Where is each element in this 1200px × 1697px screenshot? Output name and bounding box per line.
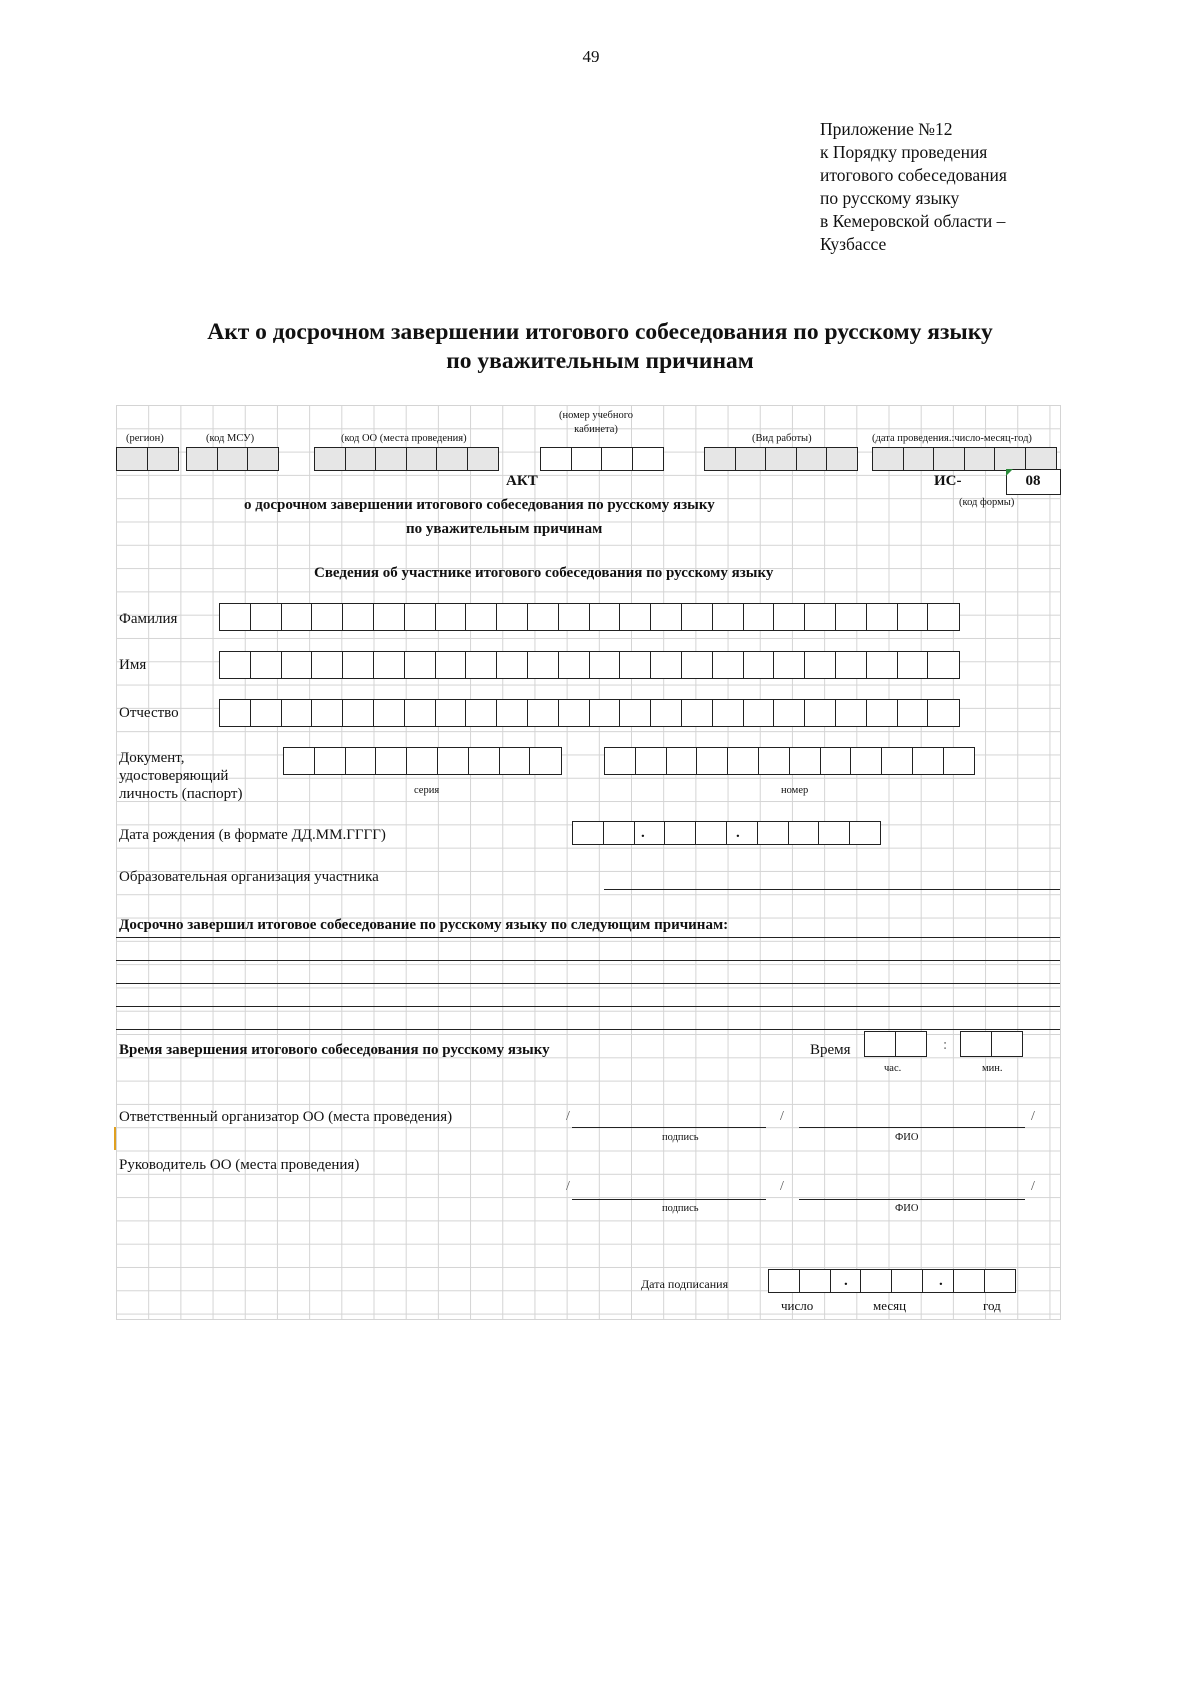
birth-date-label: Дата рождения (в формате ДД.ММ.ГГГГ) — [119, 827, 386, 843]
entry-box[interactable] — [589, 699, 621, 727]
entry-box[interactable] — [558, 699, 590, 727]
slash-separator: / — [1031, 1179, 1035, 1194]
entry-box[interactable] — [681, 699, 713, 727]
entry-box[interactable] — [743, 603, 775, 631]
code-box[interactable] — [704, 447, 736, 471]
entry-box[interactable] — [311, 603, 343, 631]
entry-box[interactable] — [250, 603, 282, 631]
entry-box[interactable] — [435, 699, 467, 727]
oo-caption: (код ОО (места проведения) — [341, 433, 467, 444]
form-is-08 — [116, 405, 1061, 1320]
entry-box[interactable] — [696, 747, 728, 775]
entry-box[interactable] — [943, 747, 975, 775]
entry-box[interactable] — [891, 1269, 923, 1293]
code-box[interactable] — [116, 447, 148, 471]
end-time-label: Время завершения итогового собеседования по русскому языку — [119, 1042, 550, 1058]
code-box[interactable] — [1025, 447, 1057, 471]
code-box[interactable] — [186, 447, 218, 471]
code-box[interactable] — [345, 447, 377, 471]
entry-box[interactable] — [804, 699, 836, 727]
slash-separator: / — [566, 1179, 570, 1194]
entry-box[interactable] — [465, 699, 497, 727]
code-box[interactable] — [436, 447, 468, 471]
entry-box[interactable] — [866, 603, 898, 631]
region-caption: (регион) — [126, 433, 164, 444]
entry-box[interactable] — [589, 651, 621, 679]
entry-box[interactable] — [804, 603, 836, 631]
entry-box[interactable] — [789, 747, 821, 775]
code-box[interactable] — [735, 447, 767, 471]
reason-line[interactable] — [116, 960, 1060, 961]
entry-box[interactable] — [342, 651, 374, 679]
head-label: Руководитель ОО (места проведения) — [119, 1157, 360, 1173]
entry-box[interactable] — [283, 747, 315, 775]
entry-box[interactable] — [373, 651, 405, 679]
entry-box[interactable] — [219, 699, 251, 727]
entry-box[interactable] — [603, 821, 635, 845]
entry-box[interactable] — [219, 603, 251, 631]
id-document-label-line: личность (паспорт) — [119, 786, 243, 802]
entry-box[interactable] — [619, 651, 651, 679]
entry-box[interactable] — [496, 603, 528, 631]
slash-separator: / — [566, 1109, 570, 1124]
entry-box[interactable] — [773, 603, 805, 631]
head-signature-line[interactable] — [572, 1199, 766, 1200]
entry-box[interactable] — [695, 821, 727, 845]
room-caption — [546, 409, 646, 437]
entry-box[interactable] — [897, 699, 929, 727]
code-box[interactable] — [147, 447, 179, 471]
code-box[interactable] — [994, 447, 1026, 471]
birth-date-boxes — [572, 821, 881, 845]
entry-box[interactable] — [435, 603, 467, 631]
entry-box[interactable] — [619, 699, 651, 727]
date-code-boxes — [872, 447, 1057, 471]
msu-code-boxes — [186, 447, 279, 471]
entry-box[interactable] — [375, 747, 407, 775]
entry-box[interactable] — [527, 651, 559, 679]
appendix-note — [820, 118, 1007, 256]
last-name-boxes — [219, 603, 960, 631]
code-box[interactable] — [933, 447, 965, 471]
organization-line[interactable] — [604, 889, 1060, 890]
minutes-caption: мин. — [982, 1063, 1003, 1074]
page-number: 49 — [582, 47, 600, 66]
entry-box[interactable] — [727, 747, 759, 775]
id-document-label-line: Документ, — [119, 750, 185, 766]
entry-box[interactable] — [435, 651, 467, 679]
entry-box[interactable] — [850, 747, 882, 775]
entry-box[interactable] — [529, 747, 561, 775]
entry-box[interactable] — [927, 699, 959, 727]
entry-box[interactable] — [527, 603, 559, 631]
entry-box[interactable] — [681, 603, 713, 631]
code-box[interactable] — [826, 447, 858, 471]
work-type-caption: (Вид работы) — [752, 433, 812, 444]
year-caption: год — [983, 1298, 1001, 1313]
entry-box[interactable] — [558, 603, 590, 631]
entry-box[interactable] — [373, 603, 405, 631]
form-title-line: по уважительным причинам — [406, 521, 603, 537]
entry-box[interactable] — [866, 699, 898, 727]
entry-box[interactable] — [496, 651, 528, 679]
entry-box[interactable] — [314, 747, 346, 775]
head-fio-line[interactable] — [799, 1199, 1025, 1200]
id-document-label-line: удостоверяющий — [119, 768, 229, 784]
day-caption: число — [781, 1298, 814, 1313]
id-document-label — [119, 749, 242, 803]
date-separator: . — [939, 1273, 943, 1289]
entry-box[interactable] — [897, 603, 929, 631]
appendix-line: Кузбассе — [820, 234, 887, 254]
entry-box[interactable] — [835, 603, 867, 631]
document-title-line: Акт о досрочном завершении итогового собеседования по русскому языку — [207, 319, 993, 345]
entry-box[interactable] — [499, 747, 531, 775]
entry-box[interactable] — [527, 699, 559, 727]
entry-box[interactable] — [866, 651, 898, 679]
entry-box[interactable] — [927, 651, 959, 679]
entry-box[interactable] — [619, 603, 651, 631]
first-name-boxes — [219, 651, 960, 679]
entry-box[interactable] — [726, 821, 758, 845]
entry-box[interactable] — [835, 699, 867, 727]
date-caption: (дата проведения.:число-месяц-год) — [872, 433, 1032, 444]
entry-box[interactable] — [991, 1031, 1023, 1057]
form-title-line: о досрочном завершении итогового собеседования по русскому языку — [244, 497, 715, 513]
code-box[interactable] — [964, 447, 996, 471]
entry-box[interactable] — [864, 1031, 896, 1057]
entry-box[interactable] — [496, 699, 528, 727]
code-box[interactable] — [467, 447, 499, 471]
entry-box[interactable] — [820, 747, 852, 775]
series-caption: серия — [414, 785, 440, 796]
entry-box[interactable] — [465, 651, 497, 679]
fio-caption: ФИО — [895, 1132, 919, 1143]
entry-box[interactable] — [773, 651, 805, 679]
entry-box[interactable] — [634, 821, 666, 845]
work-type-code-boxes — [704, 447, 858, 471]
entry-box[interactable] — [281, 699, 313, 727]
entry-box[interactable] — [468, 747, 500, 775]
entry-box[interactable] — [953, 1269, 985, 1293]
entry-box[interactable] — [712, 699, 744, 727]
code-box[interactable] — [247, 447, 279, 471]
entry-box[interactable] — [912, 747, 944, 775]
passport-number-boxes — [604, 747, 975, 775]
patronymic-boxes — [219, 699, 960, 727]
entry-box[interactable] — [311, 651, 343, 679]
minutes-boxes — [960, 1031, 1023, 1057]
entry-box[interactable] — [589, 603, 621, 631]
entry-box[interactable] — [895, 1031, 927, 1057]
form-code-box — [1006, 469, 1061, 495]
entry-box[interactable] — [465, 603, 497, 631]
slash-separator: / — [780, 1179, 784, 1194]
slash-separator: / — [1031, 1109, 1035, 1124]
form-code-value: 08 — [1025, 473, 1041, 489]
entry-box[interactable] — [757, 821, 789, 845]
entry-box[interactable] — [712, 651, 744, 679]
last-name-label: Фамилия — [119, 611, 178, 627]
reason-line[interactable] — [116, 1006, 1060, 1007]
reason-line[interactable] — [116, 983, 1060, 984]
code-box[interactable] — [571, 447, 603, 471]
month-caption: месяц — [873, 1298, 907, 1313]
code-box[interactable] — [872, 447, 904, 471]
entry-box[interactable] — [572, 821, 604, 845]
entry-box[interactable] — [311, 699, 343, 727]
entry-box[interactable] — [635, 747, 667, 775]
appendix-line: к Порядку проведения — [820, 142, 988, 162]
organization-label: Образовательная организация участника — [119, 869, 379, 885]
region-code-boxes — [116, 447, 179, 471]
entry-box[interactable] — [650, 699, 682, 727]
entry-box[interactable] — [743, 651, 775, 679]
entry-box[interactable] — [758, 747, 790, 775]
msu-caption: (код МСУ) — [206, 433, 255, 444]
entry-box[interactable] — [406, 747, 438, 775]
code-box[interactable] — [601, 447, 633, 471]
time-separator: : — [943, 1037, 948, 1053]
room-code-boxes — [540, 447, 664, 471]
signature-caption: подпись — [662, 1132, 699, 1143]
reasons-label: Досрочно завершил итоговое собеседование по русскому языку по следующим причинам: — [119, 917, 729, 933]
entry-box[interactable] — [860, 1269, 892, 1293]
code-box[interactable] — [796, 447, 828, 471]
participant-section-title: Сведения об участнике итогового собеседования по русскому языку — [314, 565, 774, 581]
entry-box[interactable] — [281, 651, 313, 679]
entry-box[interactable] — [342, 603, 374, 631]
entry-box[interactable] — [219, 651, 251, 679]
entry-box[interactable] — [666, 747, 698, 775]
code-box[interactable] — [314, 447, 346, 471]
entry-box[interactable] — [927, 603, 959, 631]
entry-box[interactable] — [960, 1031, 992, 1057]
organizer-label: Ответственный организатор ОО (места проведения) — [119, 1109, 453, 1125]
passport-series-boxes — [283, 747, 562, 775]
code-box[interactable] — [217, 447, 249, 471]
entry-box[interactable] — [650, 603, 682, 631]
date-separator: . — [641, 825, 645, 841]
oo-code-boxes — [314, 447, 499, 471]
appendix-line: по русскому языку — [820, 188, 960, 208]
hours-caption: час. — [884, 1063, 902, 1074]
entry-box[interactable] — [342, 699, 374, 727]
slash-separator: / — [780, 1109, 784, 1124]
signature-caption: подпись — [662, 1203, 699, 1214]
entry-box[interactable] — [345, 747, 377, 775]
time-label: Время — [810, 1042, 851, 1058]
form-code-prefix: ИС- — [934, 473, 962, 489]
document-title — [100, 318, 1100, 376]
entry-box[interactable] — [804, 651, 836, 679]
entry-box[interactable] — [712, 603, 744, 631]
entry-box[interactable] — [788, 821, 820, 845]
entry-box[interactable] — [835, 651, 867, 679]
entry-box[interactable] — [250, 699, 282, 727]
code-box[interactable] — [765, 447, 797, 471]
entry-box[interactable] — [650, 651, 682, 679]
document-title-line: по уважительным причинам — [446, 348, 754, 374]
cell-marker-icon — [1006, 469, 1013, 476]
signing-date-label: Дата подписания — [641, 1277, 729, 1291]
akt-heading: АКТ — [506, 473, 538, 489]
entry-box[interactable] — [664, 821, 696, 845]
entry-box[interactable] — [799, 1269, 831, 1293]
organizer-fio-line[interactable] — [799, 1127, 1025, 1128]
entry-box[interactable] — [437, 747, 469, 775]
entry-box[interactable] — [681, 651, 713, 679]
entry-box[interactable] — [881, 747, 913, 775]
date-separator: . — [844, 1273, 848, 1289]
code-box[interactable] — [632, 447, 664, 471]
entry-box[interactable] — [818, 821, 850, 845]
entry-box[interactable] — [250, 651, 282, 679]
entry-box[interactable] — [768, 1269, 800, 1293]
date-separator: . — [736, 825, 740, 841]
code-box[interactable] — [903, 447, 935, 471]
entry-box[interactable] — [773, 699, 805, 727]
code-box[interactable] — [540, 447, 572, 471]
entry-box[interactable] — [281, 603, 313, 631]
entry-box[interactable] — [373, 699, 405, 727]
appendix-line: итогового собеседования — [820, 165, 1007, 185]
code-box[interactable] — [375, 447, 407, 471]
entry-box[interactable] — [897, 651, 929, 679]
entry-box[interactable] — [604, 747, 636, 775]
appendix-line: Приложение №12 — [820, 119, 953, 139]
entry-box[interactable] — [404, 651, 436, 679]
number-caption: номер — [781, 785, 809, 796]
signing-date-boxes — [768, 1269, 1016, 1293]
cell-marker — [114, 1127, 116, 1150]
entry-box[interactable] — [404, 699, 436, 727]
reason-line[interactable] — [116, 937, 1060, 938]
first-name-label: Имя — [119, 657, 147, 673]
entry-box[interactable] — [743, 699, 775, 727]
entry-box[interactable] — [984, 1269, 1016, 1293]
hours-boxes — [864, 1031, 927, 1057]
room-caption-line: (номер учебного — [558, 410, 634, 421]
code-box[interactable] — [406, 447, 438, 471]
organizer-signature-line[interactable] — [572, 1127, 766, 1128]
reason-line[interactable] — [116, 1029, 1060, 1030]
fio-caption: ФИО — [895, 1203, 919, 1214]
appendix-line: в Кемеровской области – — [820, 211, 1006, 231]
entry-box[interactable] — [558, 651, 590, 679]
entry-box[interactable] — [849, 821, 881, 845]
form-code-caption: (код формы) — [959, 497, 1015, 508]
entry-box[interactable] — [404, 603, 436, 631]
room-caption-line: кабинета) — [574, 424, 618, 435]
patronymic-label: Отчество — [119, 705, 179, 721]
